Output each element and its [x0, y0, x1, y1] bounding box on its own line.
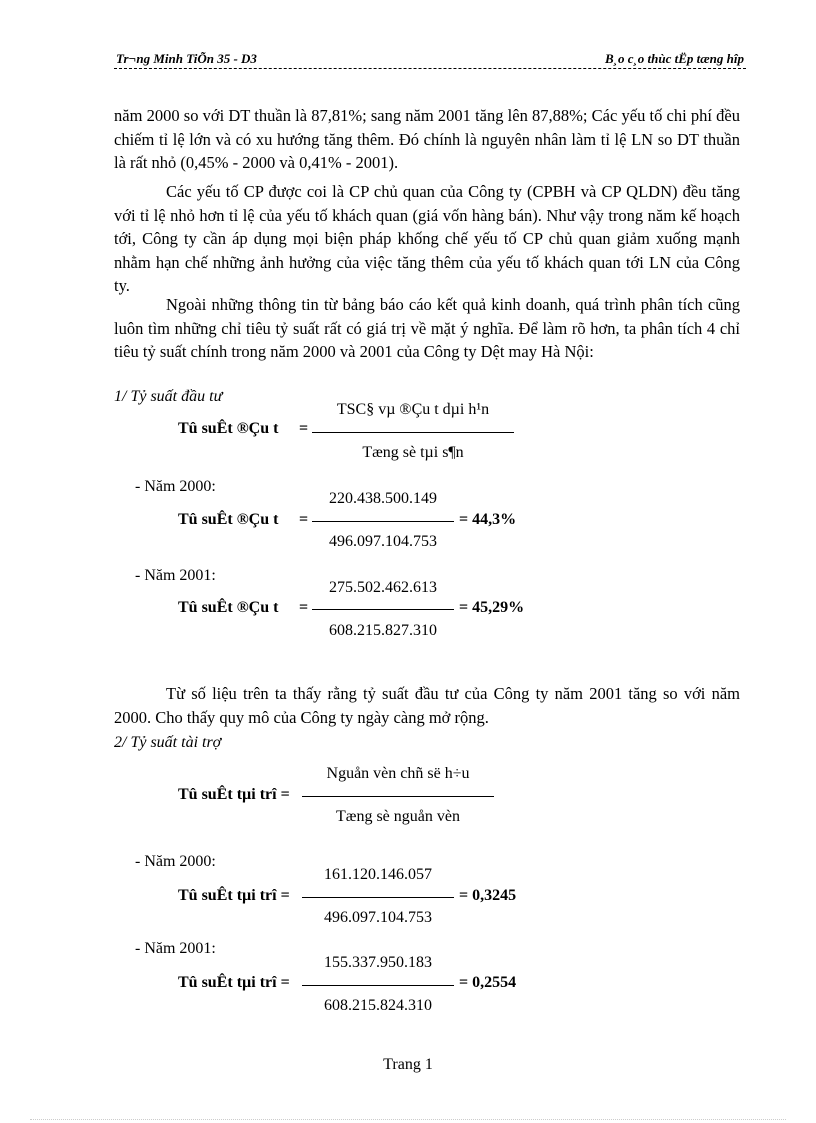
fraction-bar [312, 432, 514, 433]
equals-sign: = [299, 420, 309, 437]
paragraph-subjective-costs: Các yếu tố CP được coi là CP chủ quan của Công ty (CPBH và CP QLDN) đều tăng với tỉ lệ nhỏ hơn tỉ lệ của yếu tố khách quan (giá vốn hàng bán). Như vậy trong năm kế hoạch tới, Công ty cần áp dụng mọi biện pháp khống chế yếu tố CP chủ quan giảm xuống mạnh nhằm hạn chế những ảnh hưởng của việc tăng thêm của yếu tố khách quan tới LN của Công ty. [114, 182, 740, 295]
fraction-bar [302, 985, 454, 986]
header-report-title: B¸o c¸o thùc tËp tæng hîp [604, 51, 744, 66]
fraction-bar [312, 609, 454, 610]
paragraph-ratio-intro: Ngoài những thông tin từ bảng báo cáo kết quả kinh doanh, quá trình phân tích cũng luôn tìm những chỉ tiêu tỷ suất rất có giá trị về mặt ý nghĩa. Để làm rõ hơn, ta phân tích 4 chỉ tiêu tỷ suất chính trong năm 2000 và 2001 của Công ty Dệt may Hà Nội: [114, 295, 740, 361]
numerator-value: 161.120.146.057 [324, 866, 432, 883]
numerator-value: 275.502.462.613 [329, 579, 437, 596]
formula-label: Tû suÊt tµi trî = [178, 887, 290, 904]
denominator-value: 608.215.827.310 [329, 622, 437, 639]
section-heading-investment-ratio: 1/ Tỷ suất đầu tư [114, 388, 223, 405]
formula-label: Tû suÊt ®Çu t [178, 420, 279, 437]
denominator-value: 496.097.104.753 [324, 909, 432, 926]
formula-denominator: Tæng sè tµi s¶n [362, 444, 464, 461]
header-author: Tr¬ng Minh TiÕn 35 - D3 [116, 51, 257, 66]
paragraph-cost-ratio: năm 2000 so với DT thuần là 87,81%; sang năm 2001 tăng lên 87,88%; Các yếu tố chi phí đều chiếm tỉ lệ lớn và có xu hướng tăng thêm. Đó chính là nguyên nhân làm tỉ lệ LN so DT thuần là rất nhỏ (0,45% - 2000 và 0,41% - 2001). [114, 106, 740, 172]
page-number: Trang 1 [383, 1056, 433, 1073]
formula-numerator: TSC§ vµ ®Çu t dµi h¹n [336, 401, 490, 418]
year-label-2000: - Năm 2000: [135, 853, 216, 870]
year-label-2001: - Năm 2001: [135, 567, 216, 584]
year-label-2001: - Năm 2001: [135, 940, 216, 957]
result-value: = 0,2554 [459, 974, 517, 991]
formula-label: Tû suÊt ®Çu t [178, 511, 279, 528]
equals-sign: = [299, 511, 309, 528]
page-edge-divider [30, 1119, 786, 1120]
result-value: = 44,3% [459, 511, 517, 528]
denominator-value: 496.097.104.753 [329, 533, 437, 550]
section-heading-funding-ratio: 2/ Tỷ suất tài trợ [114, 734, 222, 751]
formula-label: Tû suÊt tµi trî = [178, 786, 290, 803]
formula-denominator: Tæng sè nguån vèn [336, 808, 460, 825]
numerator-value: 220.438.500.149 [329, 490, 437, 507]
result-value: = 0,3245 [459, 887, 517, 904]
equals-sign: = [299, 599, 309, 616]
fraction-bar [312, 521, 454, 522]
year-label-2000: - Năm 2000: [135, 478, 216, 495]
result-value: = 45,29% [459, 599, 525, 616]
denominator-value: 608.215.824.310 [324, 997, 432, 1014]
formula-numerator: Nguån vèn chñ së h÷u [326, 765, 470, 782]
paragraph-investment-conclusion: Từ số liệu trên ta thấy rằng tỷ suất đầu tư của Công ty năm 2001 tăng so với năm 2000. Cho thấy quy mô của Công ty ngày càng mở rộng. [114, 684, 740, 727]
formula-label: Tû suÊt ®Çu t [178, 599, 279, 616]
formula-label: Tû suÊt tµi trî = [178, 974, 290, 991]
fraction-bar [302, 897, 454, 898]
page-header [114, 48, 746, 69]
numerator-value: 155.337.950.183 [324, 954, 432, 971]
fraction-bar [302, 796, 494, 797]
